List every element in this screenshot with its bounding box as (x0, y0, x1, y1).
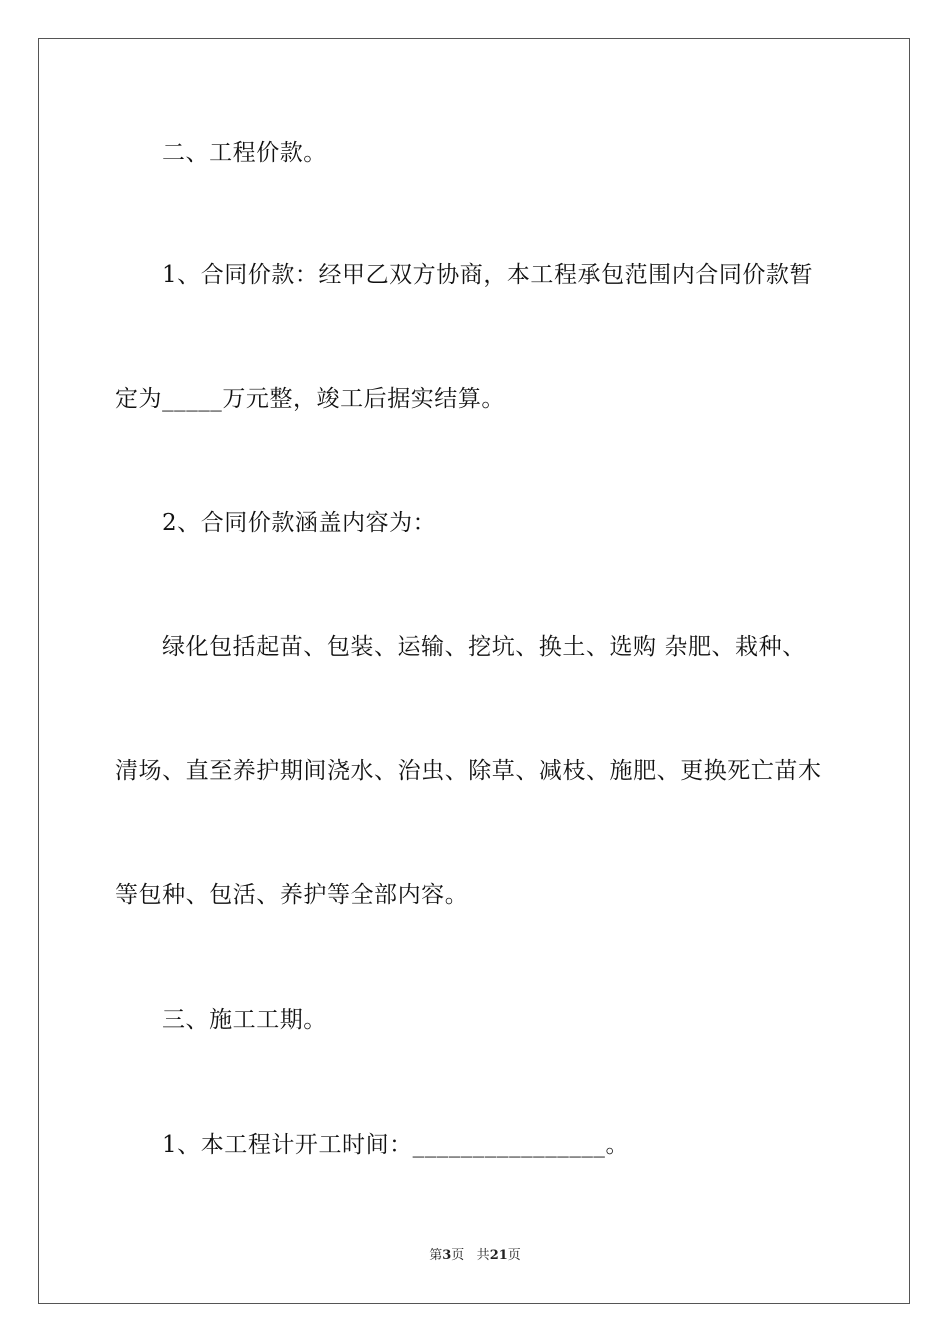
paragraph-line: 定为_____万元整，竣工后据实结算。 (115, 386, 505, 412)
total-prefix: 共 (476, 1248, 490, 1263)
page-suffix: 页 (451, 1248, 465, 1263)
paragraph-line: 清场、直至养护期间浇水、治虫、除草、减枝、施肥、更换死亡苗木 (115, 758, 822, 784)
paragraph-line: 等包种、包活、养护等全部内容。 (115, 882, 469, 908)
section-heading-schedule: 三、施工工期。 (162, 1007, 327, 1033)
total-pages: 21 (489, 1248, 508, 1263)
paragraph-line: 1、合同价款：经甲乙双方协商，本工程承包范围内合同价款暂 (162, 262, 814, 288)
page-number: 3 (442, 1248, 452, 1263)
paragraph-line: 2、合同价款涵盖内容为： (162, 510, 437, 536)
section-heading-price: 二、工程价款。 (162, 140, 327, 166)
paragraph-line: 1、本工程计开工时间：________________。 (162, 1132, 630, 1158)
page-prefix: 第 (429, 1248, 443, 1263)
page-footer (0, 1247, 950, 1265)
paragraph-line: 绿化包括起苗、包装、运输、挖坑、换土、选购 杂肥、栽种、 (162, 634, 806, 660)
total-suffix: 页 (507, 1248, 521, 1263)
page-border (38, 38, 910, 1304)
